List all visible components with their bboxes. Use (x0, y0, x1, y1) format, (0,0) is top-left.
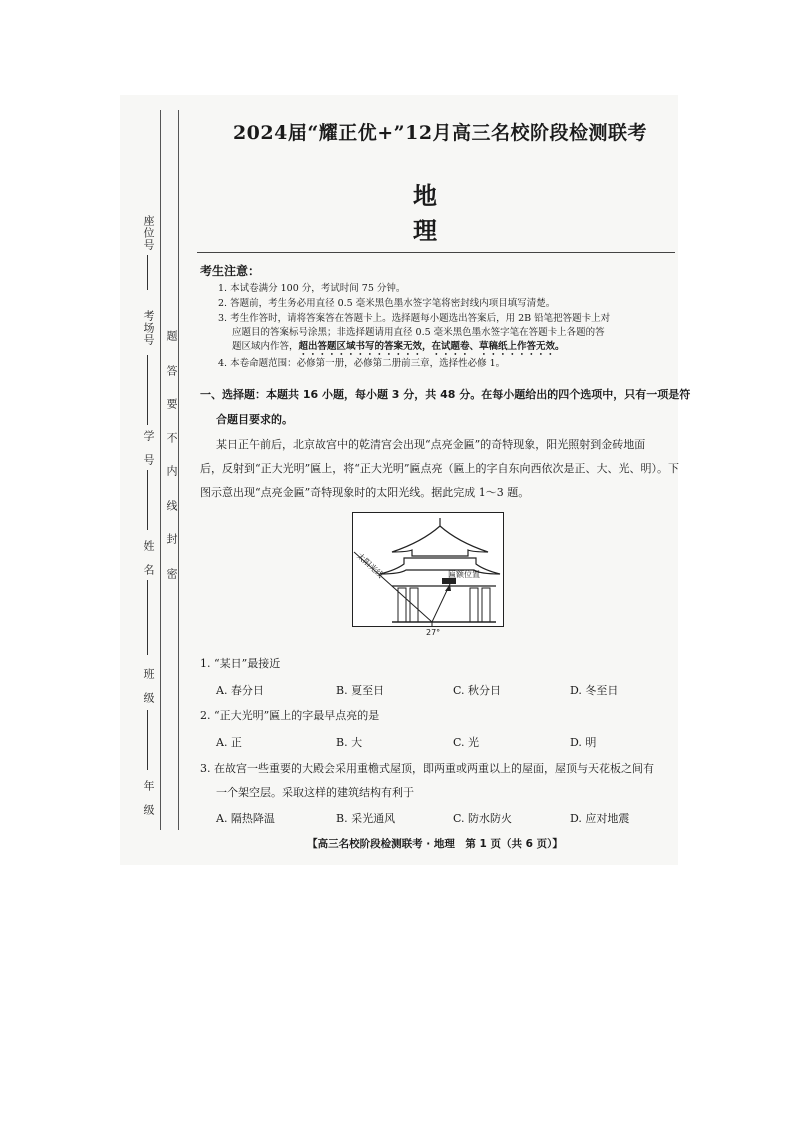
section-heading-line2: 合题目要求的。 (216, 413, 293, 426)
passage-line: 某日正午前后，北京故宫中的乾清宫会出现“点亮金匾”的奇特现象，阳光照射到金砖地面 (216, 438, 646, 451)
option[interactable]: D. 明 (570, 736, 597, 749)
binding-line-outer (160, 110, 161, 830)
palace-figure (352, 512, 504, 642)
notice-heading: 考生注意： (200, 264, 261, 278)
subject-title: 地 理 (413, 182, 521, 245)
seal-char: 内 (165, 465, 178, 477)
grade-label: 年 级 (142, 780, 155, 816)
seal-char: 封 (165, 533, 178, 545)
option[interactable]: C. 防水防火 (453, 812, 513, 825)
passage-line: 后，反射到“正大光明”匾上，将“正大光明”匾点亮（匾上的字自东向西依次是正、大、光、明）。下 (200, 462, 679, 475)
seal-char: 题 (165, 330, 178, 342)
class-label: 班 级 (142, 668, 155, 704)
exam-title: 2024届“耀正优+”12月高三名校阶段检测联考 (232, 122, 648, 144)
page-footer: 【高三名校阶段检测联考 · 地理 第 1 页（共 6 页）】 (307, 838, 563, 850)
option[interactable]: A. 春分日 (216, 684, 264, 697)
header-divider (197, 252, 675, 253)
notice-item: 2. 答题前，考生务必用直径 0.5 毫米黑色墨水签字笔将密封线内项目填写清楚。 (218, 298, 556, 309)
question-stem-continued: 一个架空层。采取这样的建筑结构有利于 (216, 786, 414, 799)
option[interactable]: C. 秋分日 (453, 684, 502, 697)
student-id-blank[interactable] (147, 470, 148, 530)
name-blank[interactable] (147, 580, 148, 655)
notice-item: 3. 考生作答时，请将答案答在答题卡上。选择题每小题选出答案后，用 2B 铅笔把答题卡上对 (218, 313, 611, 324)
section-heading-line1: 一、选择题：本题共 16 小题，每小题 3 分，共 48 分。在每小题给出的四个选项中，只有一项是符 (200, 388, 691, 401)
notice-item: 应题目的答案标号涂黑；非选择题请用直径 0.5 毫米黑色墨水签字笔在答题卡上各题的答 (232, 327, 605, 338)
option[interactable]: A. 正 (216, 736, 242, 749)
notice-item: 4. 本卷命题范围：必修第一册，必修第二册前三章，选择性必修 1。 (218, 358, 506, 369)
exam-room-blank[interactable] (147, 355, 148, 425)
seat-number-label: 座位号 (142, 215, 155, 251)
seat-number-blank[interactable] (147, 255, 148, 290)
question-stem: 3. 在故宫一些重要的大殿会采用重檐式屋顶，即两重或两重以上的屋面，屋顶与天花板之间有 (200, 762, 654, 775)
question-stem: 2. “正大光明”匾上的字最早点亮的是 (200, 709, 380, 722)
student-id-label: 学 号 (142, 430, 155, 466)
passage-line: 图示意出现“点亮金匾”奇特现象时的太阳光线。据此完成 1～3 题。 (200, 486, 530, 499)
option[interactable]: C. 光 (453, 736, 480, 749)
column (410, 588, 418, 622)
question-stem: 1. “某日”最接近 (200, 657, 281, 670)
seal-char: 不 (165, 432, 178, 444)
seal-char: 密 (165, 568, 178, 580)
seal-char: 要 (165, 398, 178, 410)
option[interactable]: A. 隔热降温 (216, 812, 275, 825)
option[interactable]: B. 采光通风 (336, 812, 396, 825)
column (482, 588, 490, 622)
plaque-position-label: 匾额位置 (448, 570, 480, 579)
exam-room-label: 考场号 (142, 310, 155, 346)
notice-item-part: 题区域内作答， (232, 341, 299, 352)
column (470, 588, 478, 622)
seal-char: 线 (165, 500, 178, 512)
notice-emphasis: 超出答题区域书写的答案无效，在试题卷、草稿纸上作答无效。 (298, 341, 565, 352)
notice-item: 1. 本试卷满分 100 分，考试时间 75 分钟。 (218, 283, 406, 294)
option[interactable]: D. 冬至日 (570, 684, 619, 697)
angle-label: 27° (426, 628, 441, 637)
sun-ray-label: 太阳光线 (355, 551, 385, 580)
option[interactable]: B. 夏至日 (336, 684, 385, 697)
seal-char: 答 (165, 365, 178, 377)
name-label: 姓 名 (142, 540, 155, 576)
class-blank[interactable] (147, 710, 148, 770)
option[interactable]: B. 大 (336, 736, 363, 749)
option[interactable]: D. 应对地震 (570, 812, 630, 825)
